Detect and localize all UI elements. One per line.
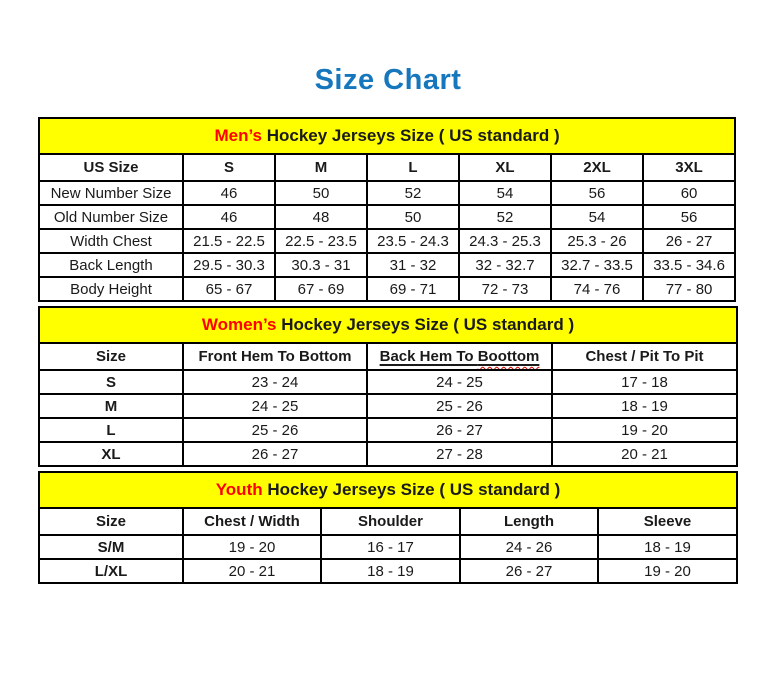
table-cell: 54: [459, 181, 551, 205]
row-label: Body Height: [39, 277, 183, 301]
table-cell: 25 - 26: [183, 418, 367, 442]
row-label: Back Length: [39, 253, 183, 277]
table-cell: 19 - 20: [552, 418, 737, 442]
table-cell: 24 - 25: [367, 370, 552, 394]
page-title: Size Chart: [314, 64, 462, 96]
column-header: [367, 343, 552, 370]
row-label: New Number Size: [39, 181, 183, 205]
row-label: Width Chest: [39, 229, 183, 253]
tables-container: [38, 117, 736, 584]
table-cell: 24.3 - 25.3: [459, 229, 551, 253]
table-cell: 54: [551, 205, 643, 229]
table-cell: 50: [275, 181, 367, 205]
column-header: S: [183, 154, 275, 181]
mens-band-highlight: Men’s: [214, 126, 262, 145]
table-cell: 74 - 76: [551, 277, 643, 301]
column-header: M: [275, 154, 367, 181]
column-header: Size: [39, 343, 183, 370]
table-cell: 21.5 - 22.5: [183, 229, 275, 253]
table-cell: 56: [643, 205, 735, 229]
womens-band-highlight: Women’s: [201, 315, 277, 334]
column-header: US Size: [39, 154, 183, 181]
youth-table-title-band: [39, 472, 737, 508]
mens-size-table: [38, 117, 736, 302]
table-cell: 22.5 - 23.5: [275, 229, 367, 253]
table-cell: 19 - 20: [183, 535, 321, 559]
table-cell: 32 - 32.7: [459, 253, 551, 277]
table-cell: 67 - 69: [275, 277, 367, 301]
table-cell: 18 - 19: [598, 535, 737, 559]
table-cell: 56: [551, 181, 643, 205]
table-row: [39, 205, 735, 229]
table-cell: 26 - 27: [183, 442, 367, 466]
table-row: [39, 559, 737, 583]
table-cell: 27 - 28: [367, 442, 552, 466]
table-cell: 60: [643, 181, 735, 205]
column-header: Sleeve: [598, 508, 737, 535]
column-header: L: [367, 154, 459, 181]
table-cell: 32.7 - 33.5: [551, 253, 643, 277]
underlined-header-text: [380, 348, 540, 365]
column-header: Chest / Pit To Pit: [552, 343, 737, 370]
table-cell: 26 - 27: [460, 559, 598, 583]
column-header: 3XL: [643, 154, 735, 181]
table-cell: 52: [367, 181, 459, 205]
youth-band-highlight: Youth: [215, 480, 263, 499]
youth-size-table: [38, 471, 738, 584]
table-row: [39, 277, 735, 301]
table-cell: 23.5 - 24.3: [367, 229, 459, 253]
row-label: Old Number Size: [39, 205, 183, 229]
column-header: Chest / Width: [183, 508, 321, 535]
womens-band-rest: Hockey Jerseys Size ( US standard ): [276, 315, 575, 334]
table-cell: 17 - 18: [552, 370, 737, 394]
table-row: [39, 253, 735, 277]
mens-band-rest: Hockey Jerseys Size ( US standard ): [262, 126, 560, 145]
row-label: M: [39, 394, 183, 418]
table-cell: 72 - 73: [459, 277, 551, 301]
table-cell: 25 - 26: [367, 394, 552, 418]
row-label: XL: [39, 442, 183, 466]
table-cell: 50: [367, 205, 459, 229]
column-header: Size: [39, 508, 183, 535]
table-cell: 52: [459, 205, 551, 229]
table-cell: 65 - 67: [183, 277, 275, 301]
womens-table-title-band: [39, 307, 737, 343]
table-cell: 48: [275, 205, 367, 229]
column-header: 2XL: [551, 154, 643, 181]
column-header: Shoulder: [321, 508, 460, 535]
table-row: [39, 535, 737, 559]
table-cell: 26 - 27: [367, 418, 552, 442]
back-hem-prefix: Back Hem To: [379, 348, 478, 365]
table-cell: 25.3 - 26: [551, 229, 643, 253]
misspelled-word: Boottom: [477, 348, 540, 365]
table-cell: 33.5 - 34.6: [643, 253, 735, 277]
mens-table-title-band: [39, 118, 735, 154]
table-cell: 18 - 19: [552, 394, 737, 418]
table-cell: 16 - 17: [321, 535, 460, 559]
womens-size-table: [38, 306, 738, 467]
row-label: S: [39, 370, 183, 394]
table-cell: 77 - 80: [643, 277, 735, 301]
table-cell: 31 - 32: [367, 253, 459, 277]
row-label: L: [39, 418, 183, 442]
table-cell: 26 - 27: [643, 229, 735, 253]
table-row: [39, 181, 735, 205]
row-label: L/XL: [39, 559, 183, 583]
table-row: [39, 442, 737, 466]
table-cell: 20 - 21: [183, 559, 321, 583]
column-header: XL: [459, 154, 551, 181]
table-row: [39, 370, 737, 394]
column-header: Length: [460, 508, 598, 535]
column-header: Front Hem To Bottom: [183, 343, 367, 370]
table-cell: 24 - 25: [183, 394, 367, 418]
table-cell: 20 - 21: [552, 442, 737, 466]
table-row: [39, 394, 737, 418]
table-cell: 19 - 20: [598, 559, 737, 583]
row-label: S/M: [39, 535, 183, 559]
youth-band-rest: Hockey Jerseys Size ( US standard ): [262, 480, 561, 499]
table-cell: 23 - 24: [183, 370, 367, 394]
table-row: [39, 229, 735, 253]
table-cell: 46: [183, 205, 275, 229]
table-cell: 18 - 19: [321, 559, 460, 583]
table-cell: 24 - 26: [460, 535, 598, 559]
table-cell: 46: [183, 181, 275, 205]
table-row: [39, 418, 737, 442]
table-cell: 30.3 - 31: [275, 253, 367, 277]
table-cell: 69 - 71: [367, 277, 459, 301]
table-cell: 29.5 - 30.3: [183, 253, 275, 277]
